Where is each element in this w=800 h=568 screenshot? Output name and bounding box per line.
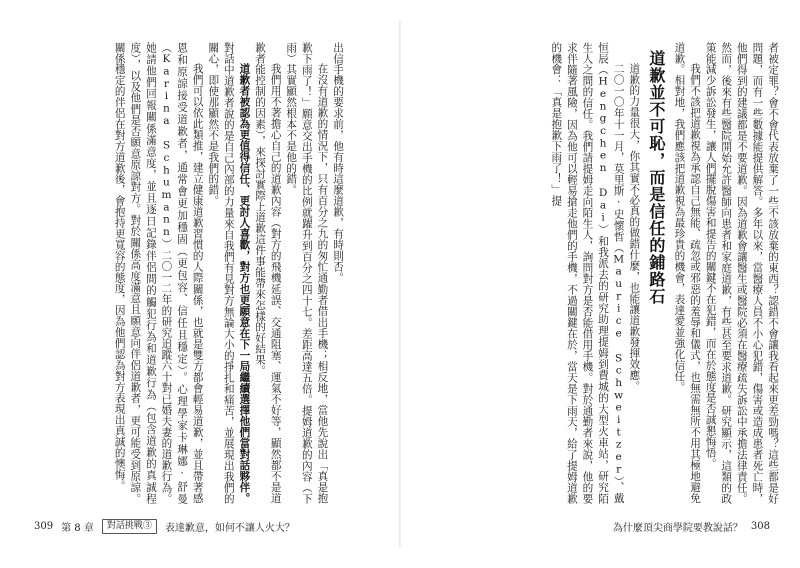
chapter-badge: 對話挑戰③ xyxy=(102,519,157,534)
emphasis-text: 道歉者被認為更值得信任、更討人喜歡，對方也更願意在下一局繼續選擇他們當對話夥伴。 xyxy=(238,63,251,504)
page-number: 308 xyxy=(750,521,770,532)
paragraph-text: 對話中道歉者說的是自己內部的力量來自我們有見對方無論大小的掙扎和痛苦，並展現出我們的關心，即使那顯然不是我們的錯。 xyxy=(207,42,235,504)
chapter-label: 第 8 章 xyxy=(61,523,94,534)
right-page-footer xyxy=(613,519,770,534)
right-page-text xyxy=(446,42,780,504)
page-number: 309 xyxy=(34,521,54,532)
paragraph xyxy=(205,42,252,504)
book-title: 為什麼頂尖商學院要教說話？ xyxy=(612,523,743,534)
chapter-title: 表達歉意，如何不讓人火大？ xyxy=(164,523,295,534)
page-gutter xyxy=(399,20,401,548)
paragraph: 我們可以依此類推，建立健康道歉習慣的人際關係，也就是雙方都會輕易道歉，並且帶著感恩和原諒接受道歉者，通常會更加穩固（更包容、信任且穩定）。心理學家卡琳娜·舒曼（Karina Schumann）二〇一二年的研究追蹤六十對已婚夫妻的道歉行為。她請他們回報關係滿意度，並且逐日記錄伴侶間的觸犯行為和道歉行為（包含道歉的真誠程度），以及他們是否願意原諒對方。對於關係高度滿意且願意向伴侶道歉者，更可能受到原諒。關係穩定的伴侶在對方道歉後，會抱持更寬容的態度，因為他們認為對方表現出真誠的懊悔。 xyxy=(113,42,204,504)
paragraph: 者被定罪？會不會代表放棄了一些不該放棄的東西？認錯不會讓我看起來更差勁嗎？這些都是好問題，而有一些數據能提供解答。多年以來，當醫療人員不小心犯錯，傷害或造成患者死亡時，他們得到的建議都是不要道歉。因為道歉會讓醫生或醫院必須在醫療疏失訴訟中承擔法律責任。然而，後來有些醫院開始允許醫師向患者和家庭道歉，有些甚至要求道歉。研究顯示，這類的政策能減少訴訟發生，讓人們擺脫傷害和提告的關鍵不在犯錯，而在於態度是否誠懇悔悟。 xyxy=(704,42,779,504)
paragraph: 出信手機的要求前，他有時這麼道歉，有時則否。 xyxy=(332,42,344,283)
paragraph: 道歉的力量很大，你其實不必真的做錯什麼，也能讓道歉發揮效應。 xyxy=(628,63,641,392)
left-page-text xyxy=(29,42,345,504)
section-heading: 道歉並不可恥，而是信任的鋪路石 xyxy=(646,50,666,305)
left-page-footer xyxy=(34,519,295,534)
paragraph: 二〇一〇年十一月，莫里斯·史懷哲（Maurice Schweitzer）、戴恒辰（Hengchen Dai）和我派去的研究助理提姆到費城的大型火車站，研究陌生人之間的信任。我們請提姆走向陌生人，詢問對方是否能借用手機。對於通勤者來說，他的要求伴隨著風險，因為他可以輕易搶走他們的手機，不過關鍵在於，當天是下雨天，給了提姆道歉的機會：「真是抱歉下雨了！」提 xyxy=(550,42,625,504)
paragraph: 我們用不著擔心自己的道歉內容（對方的飛機延誤、交通阻塞、運氣不好等，顯然都不是道歉者能控制的因素），來探討實際上道歉這件事能帶來怎樣的好結果。 xyxy=(254,42,282,504)
paragraph: 我們不該把道歉視為承認自己無能、疏忽或邪惡的羞辱和儀式，也無需無所不用其極地避免道歉。相對地，我們應該把道歉視為最珍貴的機會，表達愛並強化信任。 xyxy=(673,42,702,504)
paragraph: 在沒有道歉的情況下，只有百分之九的匆忙通勤者借出手機；相反地，當他先說出「真是抱歉下雨了！」願意交出手機的比例就躍升到百分之四十七。差距高達五倍。提姆道歉的內容（下雨）其實顯然根本不是他的錯。 xyxy=(285,42,329,504)
